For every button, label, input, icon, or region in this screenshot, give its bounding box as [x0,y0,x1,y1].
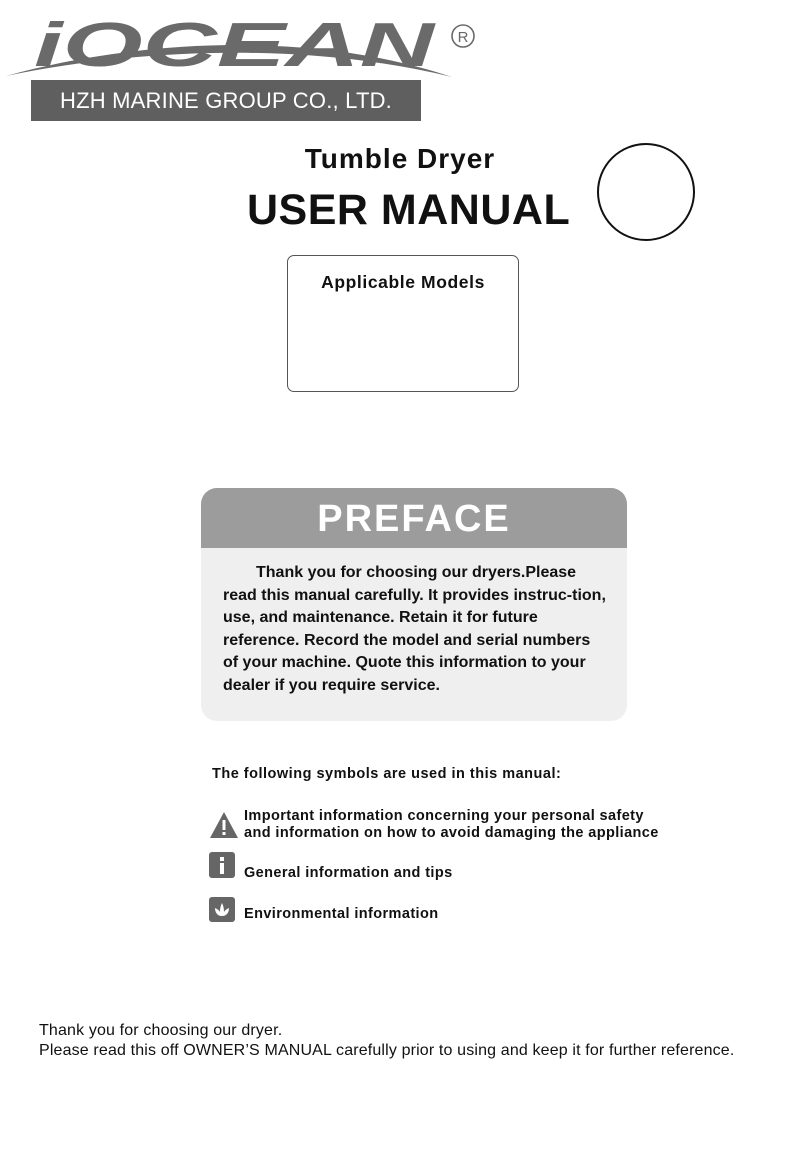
company-name-banner: HZH MARINE GROUP CO., LTD. [31,80,421,121]
applicable-models-label: Applicable Models [321,272,485,292]
brand-logo [0,0,490,82]
symbols-intro: The following symbols are used in this manual: [212,766,562,782]
model-circle-mark [597,143,695,241]
preface-panel [201,488,627,721]
warning-triangle-icon [209,811,239,839]
preface-heading: PREFACE [201,488,627,548]
applicable-models-box [287,255,519,392]
symbol-info-text: General information and tips [244,865,453,881]
footer-instruction: Please read this off OWNER’S MANUAL carefully prior to using and keep it for further reference. [39,1042,735,1059]
info-icon [209,852,235,878]
preface-text: Thank you for choosing our dryers.Please read this manual carefully. It provides instruc-tion, use, and maintenance. Retain it for future reference. Record the model and serial numbers of your machine. Quote this information to your dealer if you require service. [223,564,606,694]
footer-thanks: Thank you for choosing our dryer. [39,1022,283,1039]
product-title: Tumble Dryer [304,143,496,174]
registered-mark: R [457,29,469,46]
environment-icon [209,897,235,922]
symbol-environment-text: Environmental information [244,906,439,922]
manual-title: USER MANUAL [247,186,571,234]
brand-logo-text: iOCEAN [34,11,437,80]
symbol-safety-text: Important information concerning your personal safety and information on how to avoid damaging the appliance [244,808,659,841]
